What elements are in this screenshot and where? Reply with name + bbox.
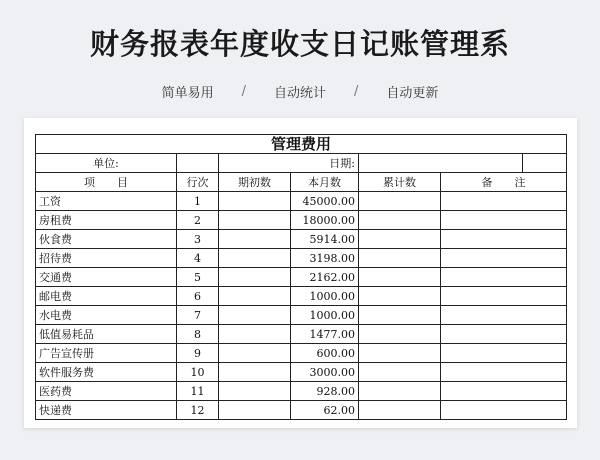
cell-current[interactable]: 62.00 xyxy=(291,401,359,420)
cell-remark[interactable] xyxy=(441,287,567,306)
cell-current[interactable]: 3198.00 xyxy=(291,249,359,268)
cell-cumulative[interactable] xyxy=(359,325,441,344)
cell-remark[interactable] xyxy=(441,249,567,268)
blank-cell[interactable] xyxy=(523,154,567,173)
table-row xyxy=(36,325,567,344)
cell-row-no[interactable]: 5 xyxy=(177,268,219,287)
cell-cumulative[interactable] xyxy=(359,382,441,401)
unit-label: 单位: xyxy=(36,154,177,173)
cell-cumulative[interactable] xyxy=(359,268,441,287)
cell-item[interactable]: 水电费 xyxy=(36,306,177,325)
cell-row-no[interactable]: 2 xyxy=(177,211,219,230)
cell-cumulative[interactable] xyxy=(359,230,441,249)
cell-opening[interactable] xyxy=(219,306,291,325)
cell-item[interactable]: 快递费 xyxy=(36,401,177,420)
cell-cumulative[interactable] xyxy=(359,363,441,382)
cell-opening[interactable] xyxy=(219,344,291,363)
cell-remark[interactable] xyxy=(441,382,567,401)
cell-remark[interactable] xyxy=(441,211,567,230)
table-row xyxy=(36,382,567,401)
cell-remark[interactable] xyxy=(441,306,567,325)
table-row xyxy=(36,401,567,420)
cell-row-no[interactable]: 7 xyxy=(177,306,219,325)
cell-remark[interactable] xyxy=(441,363,567,382)
cell-opening[interactable] xyxy=(219,230,291,249)
page-title: 财务报表年度收支日记账管理系 xyxy=(89,27,510,61)
header-item: 项 目 xyxy=(36,173,177,192)
header-row-no: 行次 xyxy=(177,173,219,192)
cell-item[interactable]: 广告宣传册 xyxy=(36,344,177,363)
table-row xyxy=(36,268,567,287)
feature-separator: / xyxy=(241,84,246,99)
table-row xyxy=(36,306,567,325)
spreadsheet-preview xyxy=(24,118,577,428)
cell-cumulative[interactable] xyxy=(359,287,441,306)
feature-separator: / xyxy=(354,84,359,99)
cell-opening[interactable] xyxy=(219,401,291,420)
cell-current[interactable]: 1477.00 xyxy=(291,325,359,344)
cell-opening[interactable] xyxy=(219,325,291,344)
cell-current[interactable]: 3000.00 xyxy=(291,363,359,382)
cell-current[interactable]: 18000.00 xyxy=(291,211,359,230)
table-row xyxy=(36,249,567,268)
cell-item[interactable]: 招待费 xyxy=(36,249,177,268)
table-row xyxy=(36,211,567,230)
cell-remark[interactable] xyxy=(441,230,567,249)
cell-row-no[interactable]: 3 xyxy=(177,230,219,249)
cell-cumulative[interactable] xyxy=(359,344,441,363)
cell-remark[interactable] xyxy=(441,401,567,420)
cell-item[interactable]: 伙食费 xyxy=(36,230,177,249)
cell-row-no[interactable]: 11 xyxy=(177,382,219,401)
sheet-title-row xyxy=(36,135,567,154)
feature-easy-to-use: 简单易用 xyxy=(161,86,214,101)
cell-row-no[interactable]: 9 xyxy=(177,344,219,363)
cell-current[interactable]: 45000.00 xyxy=(291,192,359,211)
cell-item[interactable]: 房租费 xyxy=(36,211,177,230)
cell-row-no[interactable]: 6 xyxy=(177,287,219,306)
cell-opening[interactable] xyxy=(219,287,291,306)
cell-current[interactable]: 600.00 xyxy=(291,344,359,363)
cell-opening[interactable] xyxy=(219,249,291,268)
table-row xyxy=(36,192,567,211)
cell-opening[interactable] xyxy=(219,363,291,382)
cell-current[interactable]: 1000.00 xyxy=(291,287,359,306)
header-cumulative: 累计数 xyxy=(359,173,441,192)
header-opening: 期初数 xyxy=(219,173,291,192)
cell-item[interactable]: 交通费 xyxy=(36,268,177,287)
unit-value-cell[interactable] xyxy=(177,154,219,173)
cell-item[interactable]: 医药费 xyxy=(36,382,177,401)
cell-current[interactable]: 928.00 xyxy=(291,382,359,401)
header-row xyxy=(36,173,567,192)
cell-row-no[interactable]: 1 xyxy=(177,192,219,211)
cell-cumulative[interactable] xyxy=(359,306,441,325)
header-remark: 备 注 xyxy=(441,173,567,192)
cell-opening[interactable] xyxy=(219,268,291,287)
cell-item[interactable]: 软件服务费 xyxy=(36,363,177,382)
meta-row xyxy=(36,154,567,173)
cell-row-no[interactable]: 4 xyxy=(177,249,219,268)
cell-opening[interactable] xyxy=(219,211,291,230)
cell-row-no[interactable]: 8 xyxy=(177,325,219,344)
cell-remark[interactable] xyxy=(441,325,567,344)
expense-table xyxy=(35,134,567,420)
table-row xyxy=(36,287,567,306)
cell-current[interactable]: 5914.00 xyxy=(291,230,359,249)
sheet-title: 管理费用 xyxy=(36,135,567,154)
cell-remark[interactable] xyxy=(441,344,567,363)
cell-current[interactable]: 1000.00 xyxy=(291,306,359,325)
cell-item[interactable]: 工资 xyxy=(36,192,177,211)
cell-cumulative[interactable] xyxy=(359,401,441,420)
cell-current[interactable]: 2162.00 xyxy=(291,268,359,287)
cell-item[interactable]: 低值易耗品 xyxy=(36,325,177,344)
table-row xyxy=(36,363,567,382)
table-row xyxy=(36,344,567,363)
table-row xyxy=(36,230,567,249)
cell-opening[interactable] xyxy=(219,192,291,211)
date-label: 日期: xyxy=(219,154,359,173)
cell-cumulative[interactable] xyxy=(359,249,441,268)
cell-cumulative[interactable] xyxy=(359,211,441,230)
feature-auto-update: 自动更新 xyxy=(386,86,439,101)
header-current: 本月数 xyxy=(291,173,359,192)
cell-item[interactable]: 邮电费 xyxy=(36,287,177,306)
cell-row-no[interactable]: 12 xyxy=(177,401,219,420)
cell-remark[interactable] xyxy=(441,192,567,211)
cell-opening[interactable] xyxy=(219,382,291,401)
date-value-cell[interactable] xyxy=(359,154,523,173)
cell-row-no[interactable]: 10 xyxy=(177,363,219,382)
cell-cumulative[interactable] xyxy=(359,192,441,211)
cell-remark[interactable] xyxy=(441,268,567,287)
feature-auto-statistics: 自动统计 xyxy=(273,86,326,101)
feature-tagline xyxy=(0,82,600,101)
